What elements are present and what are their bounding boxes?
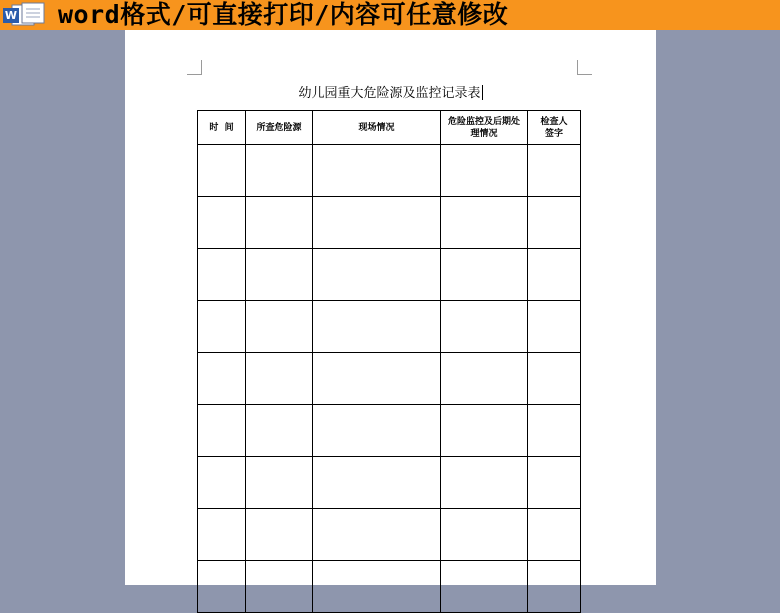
table-cell[interactable] bbox=[313, 561, 441, 613]
table-cell[interactable] bbox=[246, 457, 313, 509]
document-page bbox=[125, 30, 656, 585]
table-cell[interactable] bbox=[198, 301, 246, 353]
table-cell[interactable] bbox=[441, 353, 528, 405]
table-cell[interactable] bbox=[198, 249, 246, 301]
table-cell[interactable] bbox=[246, 249, 313, 301]
table-cell[interactable] bbox=[528, 249, 581, 301]
promo-banner bbox=[0, 0, 780, 30]
record-table-body bbox=[198, 145, 581, 613]
table-cell[interactable] bbox=[528, 457, 581, 509]
table-cell[interactable] bbox=[441, 301, 528, 353]
table-header-row bbox=[198, 111, 581, 145]
table-row bbox=[198, 509, 581, 561]
table-row bbox=[198, 561, 581, 613]
header-monitoring-handling: 危险监控及后期处理情况 bbox=[441, 111, 528, 145]
table-cell[interactable] bbox=[198, 197, 246, 249]
document-title-line[interactable] bbox=[125, 82, 656, 101]
table-cell[interactable] bbox=[313, 457, 441, 509]
table-cell[interactable] bbox=[313, 301, 441, 353]
table-cell[interactable] bbox=[198, 457, 246, 509]
table-cell[interactable] bbox=[313, 197, 441, 249]
table-cell[interactable] bbox=[441, 249, 528, 301]
table-cell[interactable] bbox=[198, 145, 246, 197]
table-cell[interactable] bbox=[528, 509, 581, 561]
record-table bbox=[197, 110, 581, 613]
table-cell[interactable] bbox=[441, 145, 528, 197]
header-hazard-source: 所查危险源 bbox=[246, 111, 313, 145]
table-cell[interactable] bbox=[313, 509, 441, 561]
table-cell[interactable] bbox=[441, 509, 528, 561]
table-cell[interactable] bbox=[246, 353, 313, 405]
table-cell[interactable] bbox=[528, 405, 581, 457]
table-cell[interactable] bbox=[528, 197, 581, 249]
table-cell[interactable] bbox=[246, 509, 313, 561]
table-row bbox=[198, 145, 581, 197]
table-cell[interactable] bbox=[441, 405, 528, 457]
table-cell[interactable] bbox=[246, 197, 313, 249]
table-cell[interactable] bbox=[246, 145, 313, 197]
table-cell[interactable] bbox=[528, 301, 581, 353]
table-cell[interactable] bbox=[313, 353, 441, 405]
table-cell[interactable] bbox=[313, 405, 441, 457]
table-row bbox=[198, 405, 581, 457]
word-document-icon bbox=[2, 2, 52, 28]
table-cell[interactable] bbox=[198, 353, 246, 405]
table-row bbox=[198, 457, 581, 509]
table-cell[interactable] bbox=[441, 457, 528, 509]
table-cell[interactable] bbox=[198, 405, 246, 457]
banner-text: word格式/可直接打印/内容可任意修改 bbox=[58, 0, 509, 29]
table-row bbox=[198, 249, 581, 301]
table-row bbox=[198, 353, 581, 405]
table-cell[interactable] bbox=[313, 249, 441, 301]
table-cell[interactable] bbox=[198, 509, 246, 561]
text-cursor bbox=[482, 85, 483, 100]
table-cell[interactable] bbox=[246, 561, 313, 613]
table-row bbox=[198, 301, 581, 353]
svg-text:W: W bbox=[4, 9, 18, 22]
document-title: 幼儿园重大危险源及监控记录表 bbox=[298, 86, 481, 101]
table-cell[interactable] bbox=[441, 197, 528, 249]
header-site-condition: 现场情况 bbox=[313, 111, 441, 145]
table-row bbox=[198, 197, 581, 249]
table-cell[interactable] bbox=[246, 301, 313, 353]
table-cell[interactable] bbox=[528, 145, 581, 197]
crop-mark-top-right bbox=[577, 60, 592, 75]
header-time: 时 间 bbox=[198, 111, 246, 145]
header-inspector-signature: 检查人签字 bbox=[528, 111, 581, 145]
table-cell[interactable] bbox=[246, 405, 313, 457]
table-cell[interactable] bbox=[528, 561, 581, 613]
table-cell[interactable] bbox=[198, 561, 246, 613]
table-cell[interactable] bbox=[528, 353, 581, 405]
table-cell[interactable] bbox=[313, 145, 441, 197]
crop-mark-top-left bbox=[187, 60, 202, 75]
table-cell[interactable] bbox=[441, 561, 528, 613]
